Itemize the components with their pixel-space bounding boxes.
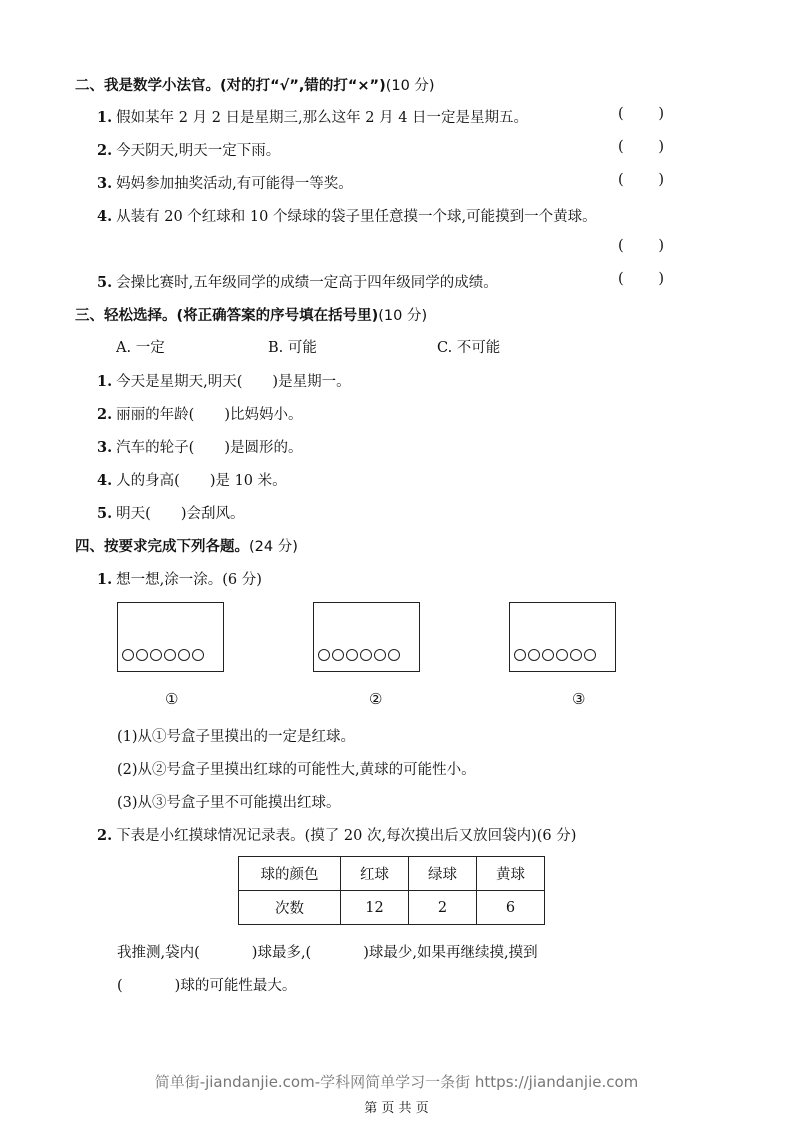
line-text: ( <box>117 978 123 994</box>
s4-q1 <box>97 568 262 589</box>
s2-item-5 <box>97 271 498 292</box>
ball-circle[interactable] <box>178 649 190 661</box>
item-text-after: )是圆形的。 <box>224 440 303 456</box>
ball-circle[interactable] <box>164 649 176 661</box>
table-cell: 12 <box>341 891 409 925</box>
ball-row <box>318 649 400 661</box>
ball-circle[interactable] <box>332 649 344 661</box>
table-cell: 2 <box>409 891 477 925</box>
record-table <box>238 856 545 925</box>
table-cell: 6 <box>477 891 545 925</box>
item-number: 5. <box>97 505 113 522</box>
q2-answer-line-2 <box>117 974 296 995</box>
item-text-after: )比妈妈小。 <box>224 407 303 423</box>
answer-blank[interactable] <box>618 106 664 122</box>
footer-watermark: 简单街-jiandanjie.com-学科网简单学习一条街 https://jiandanjie.com <box>154 1073 639 1091</box>
ball-box-2 <box>313 602 420 672</box>
q1-sub-1: (1)从①号盒子里摸出的一定是红球。 <box>117 729 356 745</box>
table-header-cell: 球的颜色 <box>239 857 341 891</box>
s2-item-2 <box>97 139 280 160</box>
box-label-1: ① <box>165 690 179 708</box>
ball-circle[interactable] <box>514 649 526 661</box>
item-number: 1. <box>97 373 113 390</box>
s3-item-4 <box>97 469 287 490</box>
answer-blank[interactable] <box>618 271 664 287</box>
item-number: 3. <box>97 175 113 192</box>
item-text: 假如某年 2 月 2 日是星期三,那么这年 2 月 4 日一定是星期五。 <box>116 110 529 126</box>
paren-close: ) <box>658 106 664 122</box>
ball-circle[interactable] <box>584 649 596 661</box>
line-text: )球的可能性最大。 <box>174 978 297 994</box>
table-row <box>239 857 545 891</box>
ball-row <box>514 649 596 661</box>
ball-circle[interactable] <box>136 649 148 661</box>
ball-circle[interactable] <box>346 649 358 661</box>
paren-open: ( <box>618 172 624 188</box>
paren-open: ( <box>618 106 624 122</box>
ball-circle[interactable] <box>570 649 582 661</box>
option-c: C. 不可能 <box>437 340 501 356</box>
answer-blank[interactable] <box>618 238 664 254</box>
section-4-score: (24 分) <box>249 539 298 555</box>
paren-close: ) <box>658 271 664 287</box>
item-text-after: )会刮风。 <box>180 506 245 522</box>
ball-circle[interactable] <box>122 649 134 661</box>
q2-answer-line-1 <box>117 941 538 962</box>
ball-box-3 <box>509 602 616 672</box>
ball-circle[interactable] <box>374 649 386 661</box>
item-text: 今天阴天,明天一定下雨。 <box>116 143 281 159</box>
item-number: 5. <box>97 274 113 291</box>
s3-item-5 <box>97 502 244 523</box>
box-label-3: ③ <box>572 690 586 708</box>
item-number: 2. <box>97 142 113 159</box>
item-text: 下表是小红摸球情况记录表。(摸了 20 次,每次摸出后又放回袋内)(6 分) <box>116 828 577 844</box>
s2-item-4 <box>97 205 597 226</box>
section-2-score: (10 分) <box>385 78 435 94</box>
item-text: 想一想,涂一涂。(6 分) <box>116 572 262 588</box>
ball-circle[interactable] <box>150 649 162 661</box>
item-text-after: )是星期一。 <box>272 374 351 390</box>
ball-circle[interactable] <box>542 649 554 661</box>
item-text-before: 汽车的轮子( <box>116 440 195 456</box>
table-cell: 次数 <box>239 891 341 925</box>
item-number: 4. <box>97 472 113 489</box>
section-3-title <box>75 304 427 325</box>
item-number: 4. <box>97 208 113 225</box>
line-text: 我推测,袋内( <box>117 945 200 961</box>
ball-box-1 <box>117 602 224 672</box>
answer-blank[interactable] <box>618 139 664 155</box>
item-text-before: 明天( <box>116 506 151 522</box>
table-header-cell: 红球 <box>341 857 409 891</box>
line-text: )球最少,如果再继续摸,摸到 <box>363 945 538 961</box>
item-text-before: 丽丽的年龄( <box>116 407 195 423</box>
table-header-cell: 黄球 <box>477 857 545 891</box>
section-4-title <box>75 535 298 556</box>
section-3-title-text: 三、轻松选择。(将正确答案的序号填在括号里) <box>75 308 379 324</box>
item-text-before: 今天是星期天,明天( <box>116 374 243 390</box>
ball-circle[interactable] <box>318 649 330 661</box>
section-4-title-text: 四、按要求完成下列各题。 <box>75 539 249 555</box>
section-3-score: (10 分) <box>378 308 428 324</box>
option-b: B. 可能 <box>268 340 317 356</box>
paren-open: ( <box>618 271 624 287</box>
ball-circle[interactable] <box>388 649 400 661</box>
item-number: 2. <box>97 827 113 844</box>
item-text: 妈妈参加抽奖活动,有可能得一等奖。 <box>116 176 353 192</box>
item-number: 2. <box>97 406 113 423</box>
s4-q2 <box>97 824 576 845</box>
item-number: 3. <box>97 439 113 456</box>
ball-circle[interactable] <box>192 649 204 661</box>
s2-item-1 <box>97 106 528 127</box>
s3-item-1 <box>97 370 351 391</box>
item-text: 从装有 20 个红球和 10 个绿球的袋子里任意摸一个球,可能摸到一个黄球。 <box>116 209 597 225</box>
paren-close: ) <box>658 139 664 155</box>
item-text-before: 人的身高( <box>116 473 180 489</box>
line-text: )球最多,( <box>251 945 312 961</box>
page-number: 第 页 共 页 <box>364 1101 429 1116</box>
paren-close: ) <box>658 238 664 254</box>
s3-item-3 <box>97 436 302 457</box>
ball-row <box>122 649 204 661</box>
item-text: 会操比赛时,五年级同学的成绩一定高于四年级同学的成绩。 <box>116 275 498 291</box>
table-header-cell: 绿球 <box>409 857 477 891</box>
q1-sub-3: (3)从③号盒子里不可能摸出红球。 <box>117 795 341 811</box>
section-2-title-text: 二、我是数学小法官。(对的打“√”,错的打“×”) <box>75 78 386 94</box>
q1-sub-2: (2)从②号盒子里摸出红球的可能性大,黄球的可能性小。 <box>117 762 476 778</box>
paren-open: ( <box>618 238 624 254</box>
paren-close: ) <box>658 172 664 188</box>
ball-circle[interactable] <box>360 649 372 661</box>
paren-open: ( <box>618 139 624 155</box>
item-number: 1. <box>97 109 113 126</box>
answer-blank[interactable] <box>618 172 664 188</box>
option-a: A. 一定 <box>116 340 165 356</box>
box-label-2: ② <box>369 690 383 708</box>
table-row <box>239 891 545 925</box>
item-text-after: )是 10 米。 <box>209 473 287 489</box>
section-2-title <box>75 74 435 95</box>
s3-item-2 <box>97 403 302 424</box>
item-number: 1. <box>97 571 113 588</box>
s2-item-3 <box>97 172 353 193</box>
ball-circle[interactable] <box>528 649 540 661</box>
ball-circle[interactable] <box>556 649 568 661</box>
